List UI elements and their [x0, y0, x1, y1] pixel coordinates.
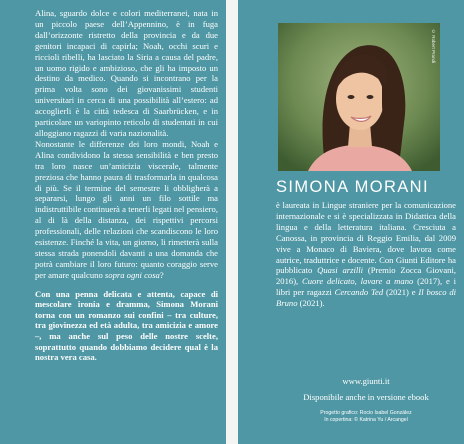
synopsis-paragraph-3: Con una penna delicata e attenta, capace di mescolare ironia e dramma, Simona Morani torna con un romanzo sui confini – tra culture, tra giovinezza ed età adulta, tra amicizia e amore –, ma anche sul peso delle nostre scelte, soprattutto quando dobbiamo decidere qual è la nostra vera casa. [35, 288, 218, 363]
synopsis-paragraph-1: Alina, sguardo dolce e colori mediterranei, nata in un piccolo paese dell’Appennino, è in fuga dall’orizzonte ristretto della provincia e da due genitori incapaci di capirla; Noah, occhi scuri e riccioli ribelli, ha lasciato la Siria a causa del padre, un uomo rigido e ambizioso, che gli ha imposto un destino da medico. Quando si incontrano per la prima volta sono dei giovanissimi studenti universitari in cerca di una possibilità all’estero: ad accoglierli è la città tedesca di Saarbrücken, e in particolare un variopinto reticolo di studentati in cui alloggiano ragazzi di varia nazionalità. [35, 8, 218, 138]
credit-design: Progetto grafico: Rocio Isabel González [320, 410, 412, 416]
bio-text-c: (2017), e i libri per ragazzi [276, 276, 456, 298]
credit-cover: In copertina: © Katrina Yu / Arcangel [324, 417, 408, 423]
author-portrait-image [278, 23, 440, 171]
author-flap [238, 0, 464, 444]
synopsis-paragraph-2-end: ? [159, 269, 164, 280]
bio-title-2: Cuore delicato, lavare a mano [302, 276, 414, 287]
design-credits [276, 410, 456, 424]
bio-text-b: (Premio Zocca Giovani, 2016), [276, 265, 456, 287]
bio-text-e: (2021). [297, 298, 325, 309]
bio-text-a: è laureata in Lingue straniere per la comunicazione internazionale e si è specializzata in Didattica della lingua e della letteratura italiana. Cresciuta a Canossa, in provincia di Reggio Emilia, dal 2009 vive a Monaco di Baviera, dove lavora come autrice, traduttrice e docente. Con Giunti Editore ha pubblicato [276, 200, 456, 276]
back-flap [0, 0, 226, 444]
author-photo [278, 23, 440, 171]
ebook-note: Disponibile anche in versione ebook [303, 392, 429, 402]
bio-title-4: Il bosco di Bruno [276, 287, 457, 309]
photo-credit: © Robert Prandi [431, 29, 436, 64]
author-name: SIMONA MORANI [276, 178, 429, 196]
publisher-website: www.giunti.it [342, 376, 390, 386]
author-bio [276, 200, 456, 309]
synopsis [35, 8, 218, 363]
synopsis-paragraph-2-text: Nonostante le differenze dei loro mondi, Noah e Alina condividono la stessa sensibilità e ben presto tra loro nasce un’amicizia viscerale, talmente preziosa che hanno paura di trasformarla in qualcosa di più. Se il termine del semestre li obbligherà a separarsi, lungo gli anni un filo sottile ma indistruttibile continuerà a tenerli legati nel pensiero, al di là della distanza, dei rispettivi percorsi professionali, delle relazioni che scandiscono le loro esistenze. Finché la vita, un giorno, li rimetterà sulla stessa strada ponendoli davanti a una domanda che potrà cambiare il loro futuro: quanto coraggio serve per amare qualcuno [35, 138, 218, 280]
synopsis-paragraph-2-emphasis: sopra ogni cosa [104, 269, 160, 280]
bio-title-1: Quasi arzilli [317, 265, 364, 276]
synopsis-paragraph-2 [35, 139, 218, 281]
bio-text-d: (2021) e [383, 287, 419, 298]
bio-title-3: Cercando Ted [334, 287, 384, 298]
